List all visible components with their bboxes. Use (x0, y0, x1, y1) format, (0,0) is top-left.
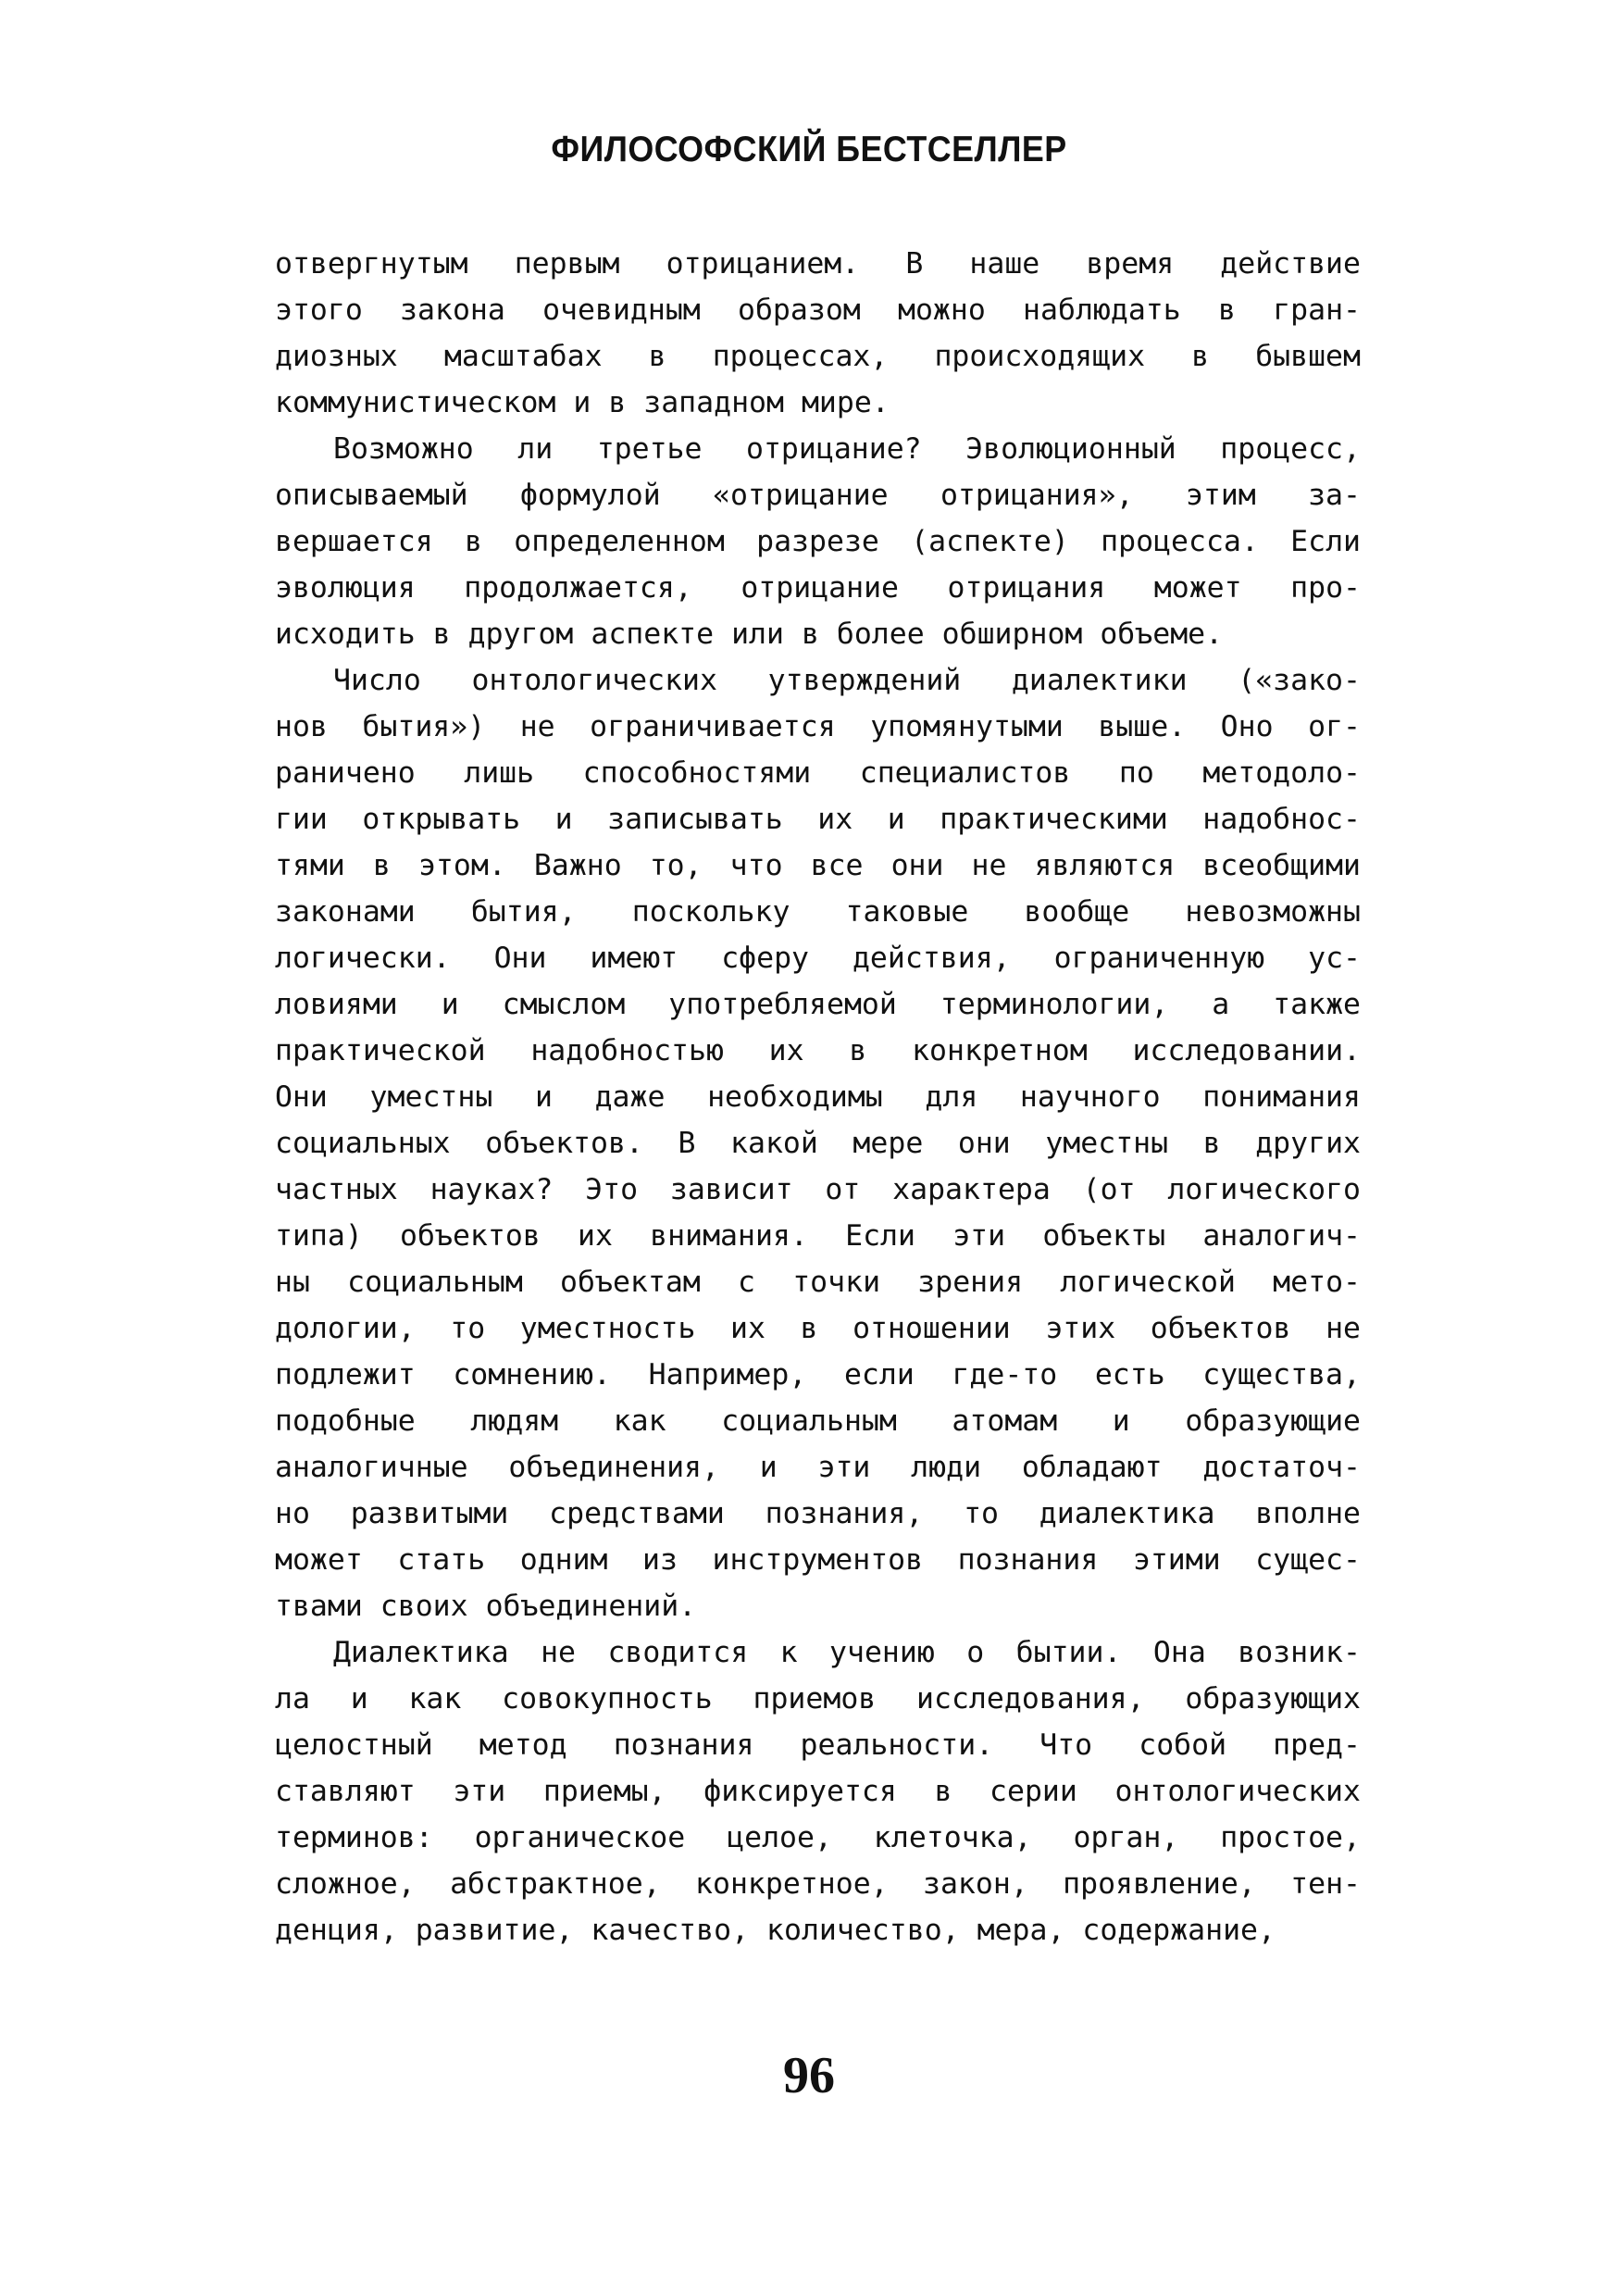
paragraph (275, 1629, 1361, 1953)
text-line: частных науках? Это зависит от характера (от логического (275, 1173, 1361, 1206)
paragraph (275, 657, 1361, 1629)
text-line: отвергнутым первым отрицанием. В наше время действие (275, 247, 1361, 281)
text-line: социальных объектов. В какой мере они уместны в других (275, 1127, 1361, 1160)
text-line: логически. Они имеют сферу действия, ограниченную ус- (275, 942, 1361, 975)
text-line: терминов: органическое целое, клеточка, орган, простое, (275, 1821, 1361, 1854)
text-line: нов бытия») не ограничивается упомянутыми выше. Оно ог- (275, 710, 1361, 743)
text-line: диозных масштабах в процессах, происходящих в бывшем (275, 340, 1361, 373)
body-text (275, 241, 1361, 1953)
page-number: 96 (783, 2047, 835, 2104)
text-line: ловиями и смыслом употребляемой терминологии, а также (275, 988, 1361, 1021)
text-line: этого закона очевидным образом можно наблюдать в гран- (275, 293, 1361, 327)
text-line: дологии, то уместность их в отношении этих объектов не (275, 1312, 1361, 1345)
text-line: ла и как совокупность приемов исследования, образующих (275, 1682, 1361, 1716)
text-line: Число онтологических утверждений диалектики («зако- (333, 664, 1361, 697)
text-line: подлежит сомнению. Например, если где-то есть существа, (275, 1358, 1361, 1391)
text-line: исходить в другом аспекте или в более обширном объеме. (275, 618, 1224, 651)
text-line: раничено лишь способностями специалистов по методоло- (275, 756, 1361, 790)
text-line: гии открывать и записывать их и практическими надобнос- (275, 803, 1361, 836)
paragraph (275, 241, 1361, 426)
text-line: целостный метод познания реальности. Что собой пред- (275, 1728, 1361, 1762)
text-line: ставляют эти приемы, фиксируется в серии онтологических (275, 1775, 1361, 1808)
text-line: денция, развитие, качество, количество, мера, содержание, (275, 1914, 1276, 1947)
text-line: Возможно ли третье отрицание? Эволюционный процесс, (333, 432, 1361, 466)
text-line: сложное, абстрактное, конкретное, закон, проявление, тен- (275, 1867, 1361, 1901)
text-line: коммунистическом и в западном мире. (275, 386, 890, 419)
text-line: подобные людям как социальным атомам и образующие (275, 1404, 1361, 1438)
text-line: может стать одним из инструментов познания этими сущес- (275, 1543, 1361, 1577)
text-line: вершается в определенном разрезе (аспекте) процесса. Если (275, 525, 1361, 558)
paragraph (275, 426, 1361, 657)
text-line: ны социальным объектам с точки зрения логической мето- (275, 1266, 1361, 1299)
text-line: практической надобностью их в конкретном исследовании. (275, 1034, 1361, 1067)
text-line: твами своих объединений. (275, 1590, 697, 1623)
running-header: ФИЛОСОФСКИЙ БЕСТСЕЛЛЕР (551, 130, 1067, 169)
text-line: аналогичные объединения, и эти люди обладают достаточ- (275, 1451, 1361, 1484)
text-line: эволюция продолжается, отрицание отрицания может про- (275, 571, 1361, 605)
text-line: законами бытия, поскольку таковые вообще невозможны (275, 895, 1361, 929)
text-line: типа) объектов их внимания. Если эти объекты аналогич- (275, 1219, 1361, 1253)
text-line: тями в этом. Важно то, что все они не являются всеобщими (275, 849, 1361, 882)
text-line: Диалектика не сводится к учению о бытии. Она возник- (333, 1636, 1361, 1669)
text-line: Они уместны и даже необходимы для научного понимания (275, 1080, 1361, 1114)
text-line: но развитыми средствами познания, то диалектика вполне (275, 1497, 1361, 1530)
text-line: описываемый формулой «отрицание отрицания», этим за- (275, 479, 1361, 512)
